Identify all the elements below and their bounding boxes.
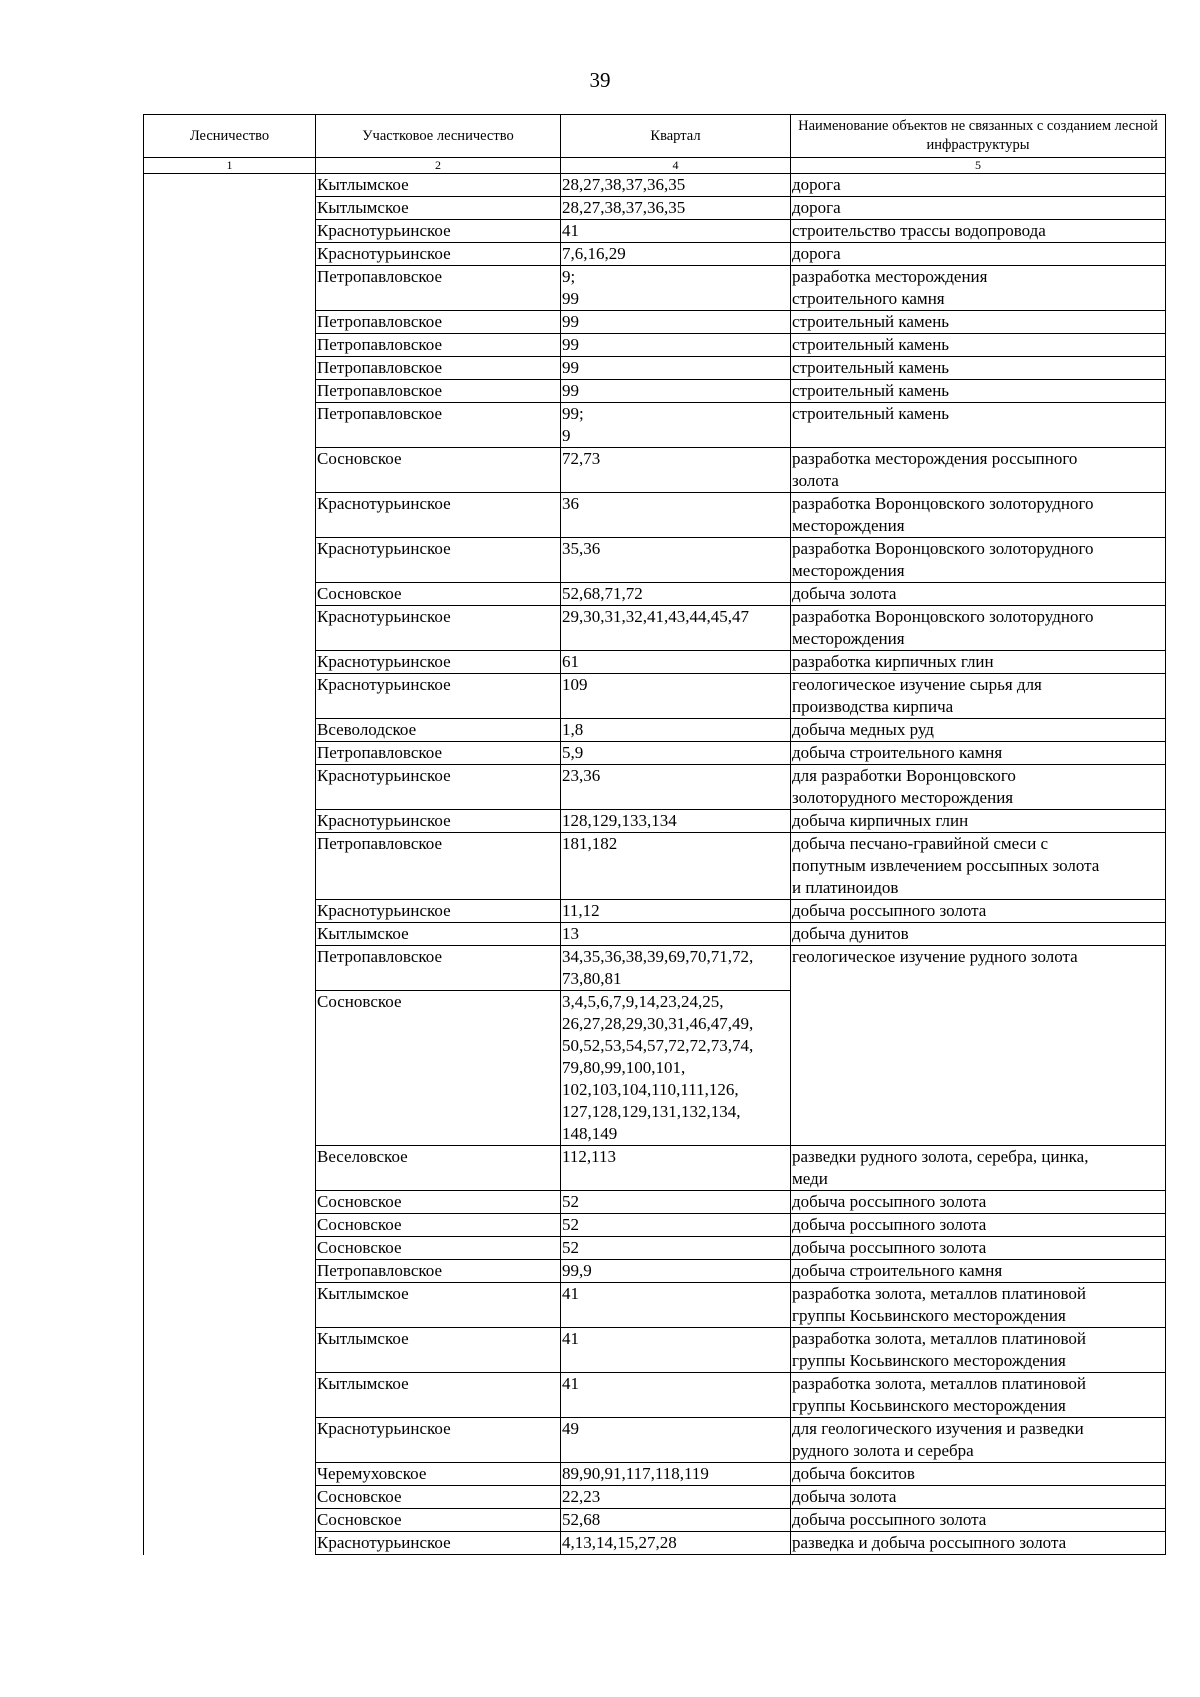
quarter-cell: 99 [561,380,791,403]
quarter-cell: 99; 9 [561,403,791,448]
object-cell: добыча россыпного золота [791,1509,1166,1532]
object-cell: разведка и добыча россыпного золота [791,1532,1166,1555]
quarter-cell: 41 [561,1328,791,1373]
object-cell: добыча россыпного золота [791,1237,1166,1260]
quarter-cell: 181,182 [561,833,791,900]
quarter-cell: 49 [561,1418,791,1463]
district-cell: Кытлымское [316,174,561,197]
object-cell: добыча кирпичных глин [791,810,1166,833]
header-quarter: Квартал [561,115,791,158]
district-cell: Краснотурьинское [316,674,561,719]
object-cell: добыча россыпного золота [791,1214,1166,1237]
quarter-cell: 52 [561,1237,791,1260]
object-cell: разработка золота, металлов платиновой группы Косьвинского месторождения [791,1283,1166,1328]
district-cell: Петропавловское [316,1260,561,1283]
quarter-cell: 41 [561,1283,791,1328]
quarter-cell: 109 [561,674,791,719]
quarter-cell: 112,113 [561,1146,791,1191]
district-cell: Краснотурьинское [316,900,561,923]
district-cell: Сосновское [316,1191,561,1214]
district-cell: Веселовское [316,1146,561,1191]
object-cell: геологическое изучение сырья для производства кирпича [791,674,1166,719]
object-cell: добыча россыпного золота [791,900,1166,923]
quarter-cell: 41 [561,1373,791,1418]
object-cell: разработка Воронцовского золоторудного месторождения [791,493,1166,538]
quarter-cell: 35,36 [561,538,791,583]
district-cell: Сосновское [316,583,561,606]
district-cell: Кытлымское [316,923,561,946]
object-cell: разработка золота, металлов платиновой группы Косьвинского месторождения [791,1373,1166,1418]
object-cell: добыча дунитов [791,923,1166,946]
district-cell: Петропавловское [316,380,561,403]
object-cell: разработка Воронцовского золоторудного месторождения [791,538,1166,583]
object-cell: строительный камень [791,311,1166,334]
object-cell: разработка месторождения строительного камня [791,266,1166,311]
object-cell: добыча россыпного золота [791,1191,1166,1214]
header-district-forestry: Участковое лесничество [316,115,561,158]
quarter-cell: 29,30,31,32,41,43,44,45,47 [561,606,791,651]
district-cell: Краснотурьинское [316,765,561,810]
quarter-cell: 72,73 [561,448,791,493]
object-cell: добыча строительного камня [791,1260,1166,1283]
quarter-cell: 3,4,5,6,7,9,14,23,24,25, 26,27,28,29,30,31,46,47,49, 50,52,53,54,57,72,72,73,74, 79,80,99,100,101, 102,103,104,110,111,126, 127,128,129,131,132,134, 148,149 [561,991,791,1146]
quarter-cell: 99,9 [561,1260,791,1283]
district-cell: Сосновское [316,991,561,1146]
district-cell: Петропавловское [316,946,561,991]
quarter-cell: 4,13,14,15,27,28 [561,1532,791,1555]
object-cell: дорога [791,174,1166,197]
quarter-cell: 52,68 [561,1509,791,1532]
district-cell: Сосновское [316,1486,561,1509]
district-cell: Краснотурьинское [316,606,561,651]
quarter-cell: 99 [561,357,791,380]
quarter-cell: 22,23 [561,1486,791,1509]
quarter-cell: 13 [561,923,791,946]
column-number: 2 [316,158,561,174]
object-cell: разработка кирпичных глин [791,651,1166,674]
quarter-cell: 7,6,16,29 [561,243,791,266]
district-cell: Краснотурьинское [316,538,561,583]
district-cell: Сосновское [316,1509,561,1532]
district-cell: Краснотурьинское [316,493,561,538]
object-cell: разработка месторождения россыпного золота [791,448,1166,493]
district-cell: Кытлымское [316,1373,561,1418]
district-cell: Сосновское [316,448,561,493]
district-cell: Краснотурьинское [316,810,561,833]
object-cell: разведки рудного золота, серебра, цинка, меди [791,1146,1166,1191]
object-cell: строительный камень [791,334,1166,357]
forestry-cell [144,174,316,1555]
object-cell: добыча песчано-гравийной смеси с попутным извлечением россыпных золота и платиноидов [791,833,1166,900]
quarter-cell: 52 [561,1191,791,1214]
district-cell: Краснотурьинское [316,651,561,674]
quarter-cell: 34,35,36,38,39,69,70,71,72, 73,80,81 [561,946,791,991]
quarter-cell: 99 [561,334,791,357]
quarter-cell: 128,129,133,134 [561,810,791,833]
district-cell: Краснотурьинское [316,1418,561,1463]
district-cell: Петропавловское [316,403,561,448]
district-cell: Краснотурьинское [316,243,561,266]
quarter-cell: 28,27,38,37,36,35 [561,197,791,220]
quarter-cell: 28,27,38,37,36,35 [561,174,791,197]
object-cell: добыча золота [791,1486,1166,1509]
district-cell: Кытлымское [316,197,561,220]
object-cell: для разработки Воронцовского золоторудного месторождения [791,765,1166,810]
district-cell: Краснотурьинское [316,1532,561,1555]
district-cell: Черемуховское [316,1463,561,1486]
column-number: 1 [144,158,316,174]
quarter-cell: 23,36 [561,765,791,810]
table-header-row [144,115,1166,158]
object-cell: добыча строительного камня [791,742,1166,765]
district-cell: Всеволодское [316,719,561,742]
header-object-name: Наименование объектов не связанных с созданием лесной инфраструктуры [791,115,1166,158]
district-cell: Сосновское [316,1237,561,1260]
district-cell: Кытлымское [316,1328,561,1373]
object-cell: разработка золота, металлов платиновой группы Косьвинского месторождения [791,1328,1166,1373]
object-cell: дорога [791,243,1166,266]
object-cell: строительный камень [791,357,1166,380]
object-cell: геологическое изучение рудного золота [791,946,1166,1146]
quarter-cell: 61 [561,651,791,674]
table-row [144,174,1166,197]
quarter-cell: 1,8 [561,719,791,742]
district-cell: Петропавловское [316,334,561,357]
column-number: 4 [561,158,791,174]
quarter-cell: 5,9 [561,742,791,765]
district-cell: Петропавловское [316,311,561,334]
object-cell: строительный камень [791,380,1166,403]
object-cell: для геологического изучения и разведки рудного золота и серебра [791,1418,1166,1463]
district-cell: Сосновское [316,1214,561,1237]
district-cell: Петропавловское [316,357,561,380]
quarter-cell: 89,90,91,117,118,119 [561,1463,791,1486]
object-cell: добыча медных руд [791,719,1166,742]
quarter-cell: 41 [561,220,791,243]
object-cell: добыча золота [791,583,1166,606]
object-cell: добыча бокситов [791,1463,1166,1486]
objects-table [143,114,1166,1555]
district-cell: Краснотурьинское [316,220,561,243]
district-cell: Петропавловское [316,266,561,311]
page-number: 39 [589,68,611,92]
district-cell: Петропавловское [316,833,561,900]
quarter-cell: 52 [561,1214,791,1237]
column-number-row [144,158,1166,174]
quarter-cell: 11,12 [561,900,791,923]
quarter-cell: 9; 99 [561,266,791,311]
district-cell: Кытлымское [316,1283,561,1328]
quarter-cell: 52,68,71,72 [561,583,791,606]
object-cell: строительство трассы водопровода [791,220,1166,243]
object-cell: строительный камень [791,403,1166,448]
quarter-cell: 99 [561,311,791,334]
quarter-cell: 36 [561,493,791,538]
header-forestry: Лесничество [144,115,316,158]
column-number: 5 [791,158,1166,174]
object-cell: разработка Воронцовского золоторудного месторождения [791,606,1166,651]
district-cell: Петропавловское [316,742,561,765]
object-cell: дорога [791,197,1166,220]
